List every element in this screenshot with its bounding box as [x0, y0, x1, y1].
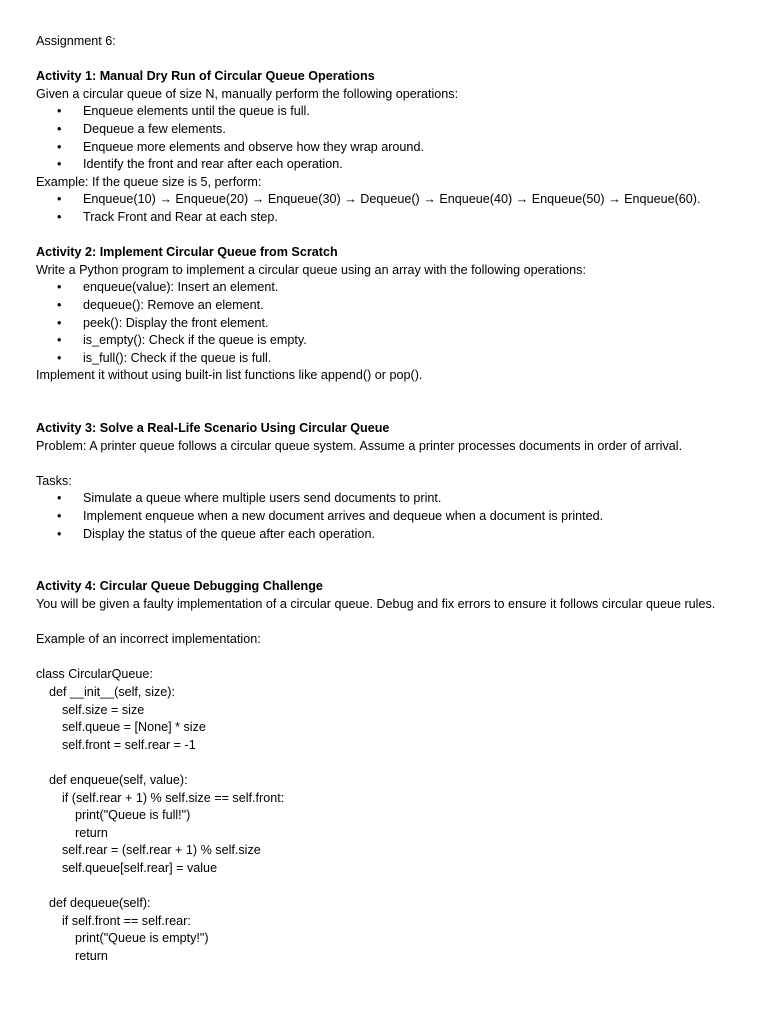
- activity4-intro: You will be given a faulty implementation of a circular queue. Debug and fix errors to ensure it follows circular queue rules.: [36, 597, 716, 611]
- activity2-outro: Implement it without using built-in list functions like append() or pop().: [36, 368, 423, 383]
- code-line: print("Queue is full!"): [75, 808, 191, 823]
- bullet-icon: •: [57, 333, 62, 348]
- code-line: self.rear = (self.rear + 1) % self.size: [62, 843, 261, 858]
- code-line: [36, 878, 726, 896]
- code-line: self.queue[self.rear] = value: [62, 860, 218, 875]
- list-item: • Dequeue a few elements.: [36, 121, 726, 139]
- code-line: def enqueue(self, value):: [49, 772, 188, 787]
- bullet-icon: •: [57, 280, 62, 295]
- spacer: [36, 561, 726, 579]
- spacer: [36, 614, 726, 632]
- bullet-icon: •: [57, 157, 62, 172]
- spacer: [36, 385, 726, 403]
- spacer: [36, 51, 726, 69]
- bullet-icon: •: [57, 104, 62, 119]
- activity2-intro: Write a Python program to implement a circular queue using an array with the following operations:: [36, 262, 586, 277]
- list-item: • Display the status of the queue after each operation.: [36, 526, 726, 544]
- bullet-icon: •: [57, 297, 62, 312]
- bullet-icon: •: [57, 315, 62, 330]
- spacer: [36, 455, 726, 473]
- code-line: self.front = self.rear = -1: [62, 737, 196, 752]
- assignment-title: Assignment 6:: [36, 34, 116, 48]
- activity1-example-list: [36, 191, 726, 226]
- activity3-problem: Problem: A printer queue follows a circular queue system. Assume a printer processes documents in order of arrival.: [36, 438, 683, 453]
- code-line: print("Queue is empty!"): [75, 931, 209, 946]
- activity1-example-intro: Example: If the queue size is 5, perform:: [36, 174, 262, 189]
- list-item: • Identify the front and rear after each operation.: [36, 156, 726, 174]
- activity3-bullet-list: [36, 490, 726, 543]
- code-line: if (self.rear + 1) % self.size == self.front:: [62, 790, 285, 805]
- spacer: [36, 402, 726, 420]
- code-line: def __init__(self, size):: [49, 684, 175, 699]
- activity2-bullet-list: [36, 279, 726, 367]
- list-item: • is_full(): Check if the queue is full.: [36, 350, 726, 368]
- code-line: [36, 754, 726, 772]
- spacer: [36, 543, 726, 561]
- code-line: return: [75, 825, 108, 840]
- code-line: self.size = size: [62, 702, 145, 717]
- bullet-icon: •: [57, 139, 62, 154]
- code-line: def dequeue(self):: [49, 896, 151, 911]
- list-item: • Enqueue elements until the queue is full.: [36, 103, 726, 121]
- list-item: • Enqueue(10) → Enqueue(20) → Enqueue(30) → Dequeue() → Enqueue(40) → Enqueue(50) → Enqueue(60).: [36, 191, 726, 209]
- bullet-icon: •: [57, 509, 62, 524]
- list-item: • dequeue(): Remove an element.: [36, 297, 726, 315]
- activity1-heading: Activity 1: Manual Dry Run of Circular Queue Operations: [36, 69, 375, 84]
- list-item: • Enqueue more elements and observe how they wrap around.: [36, 139, 726, 157]
- list-item: • is_empty(): Check if the queue is empty.: [36, 332, 726, 350]
- list-item: • Simulate a queue where multiple users send documents to print.: [36, 490, 726, 508]
- list-item: • Track Front and Rear at each step.: [36, 209, 726, 227]
- spacer: [36, 649, 726, 667]
- bullet-icon: •: [57, 192, 62, 207]
- bullet-icon: •: [57, 121, 62, 136]
- bullet-icon: •: [57, 209, 62, 224]
- code-line: return: [75, 948, 108, 963]
- activity3-tasks-label: Tasks:: [36, 473, 72, 488]
- activity4-example-label: Example of an incorrect implementation:: [36, 632, 261, 647]
- bullet-icon: •: [57, 491, 62, 506]
- code-block: [36, 666, 726, 965]
- code-line: self.queue = [None] * size: [62, 720, 206, 735]
- activity1-intro: Given a circular queue of size N, manually perform the following operations:: [36, 86, 459, 101]
- activity4-heading: Activity 4: Circular Queue Debugging Challenge: [36, 579, 323, 594]
- activity2-heading: Activity 2: Implement Circular Queue from Scratch: [36, 245, 338, 260]
- code-line: class CircularQueue:: [36, 667, 153, 682]
- activity3-heading: Activity 3: Solve a Real-Life Scenario Using Circular Queue: [36, 421, 390, 436]
- spacer: [36, 227, 726, 245]
- bullet-icon: •: [57, 526, 62, 541]
- document-page: [36, 33, 726, 965]
- activity1-bullet-list: [36, 103, 726, 173]
- list-item: • enqueue(value): Insert an element.: [36, 279, 726, 297]
- code-line: if self.front == self.rear:: [62, 913, 191, 928]
- list-item: • Implement enqueue when a new document arrives and dequeue when a document is printed.: [36, 508, 726, 526]
- bullet-icon: •: [57, 350, 62, 365]
- list-item: • peek(): Display the front element.: [36, 315, 726, 333]
